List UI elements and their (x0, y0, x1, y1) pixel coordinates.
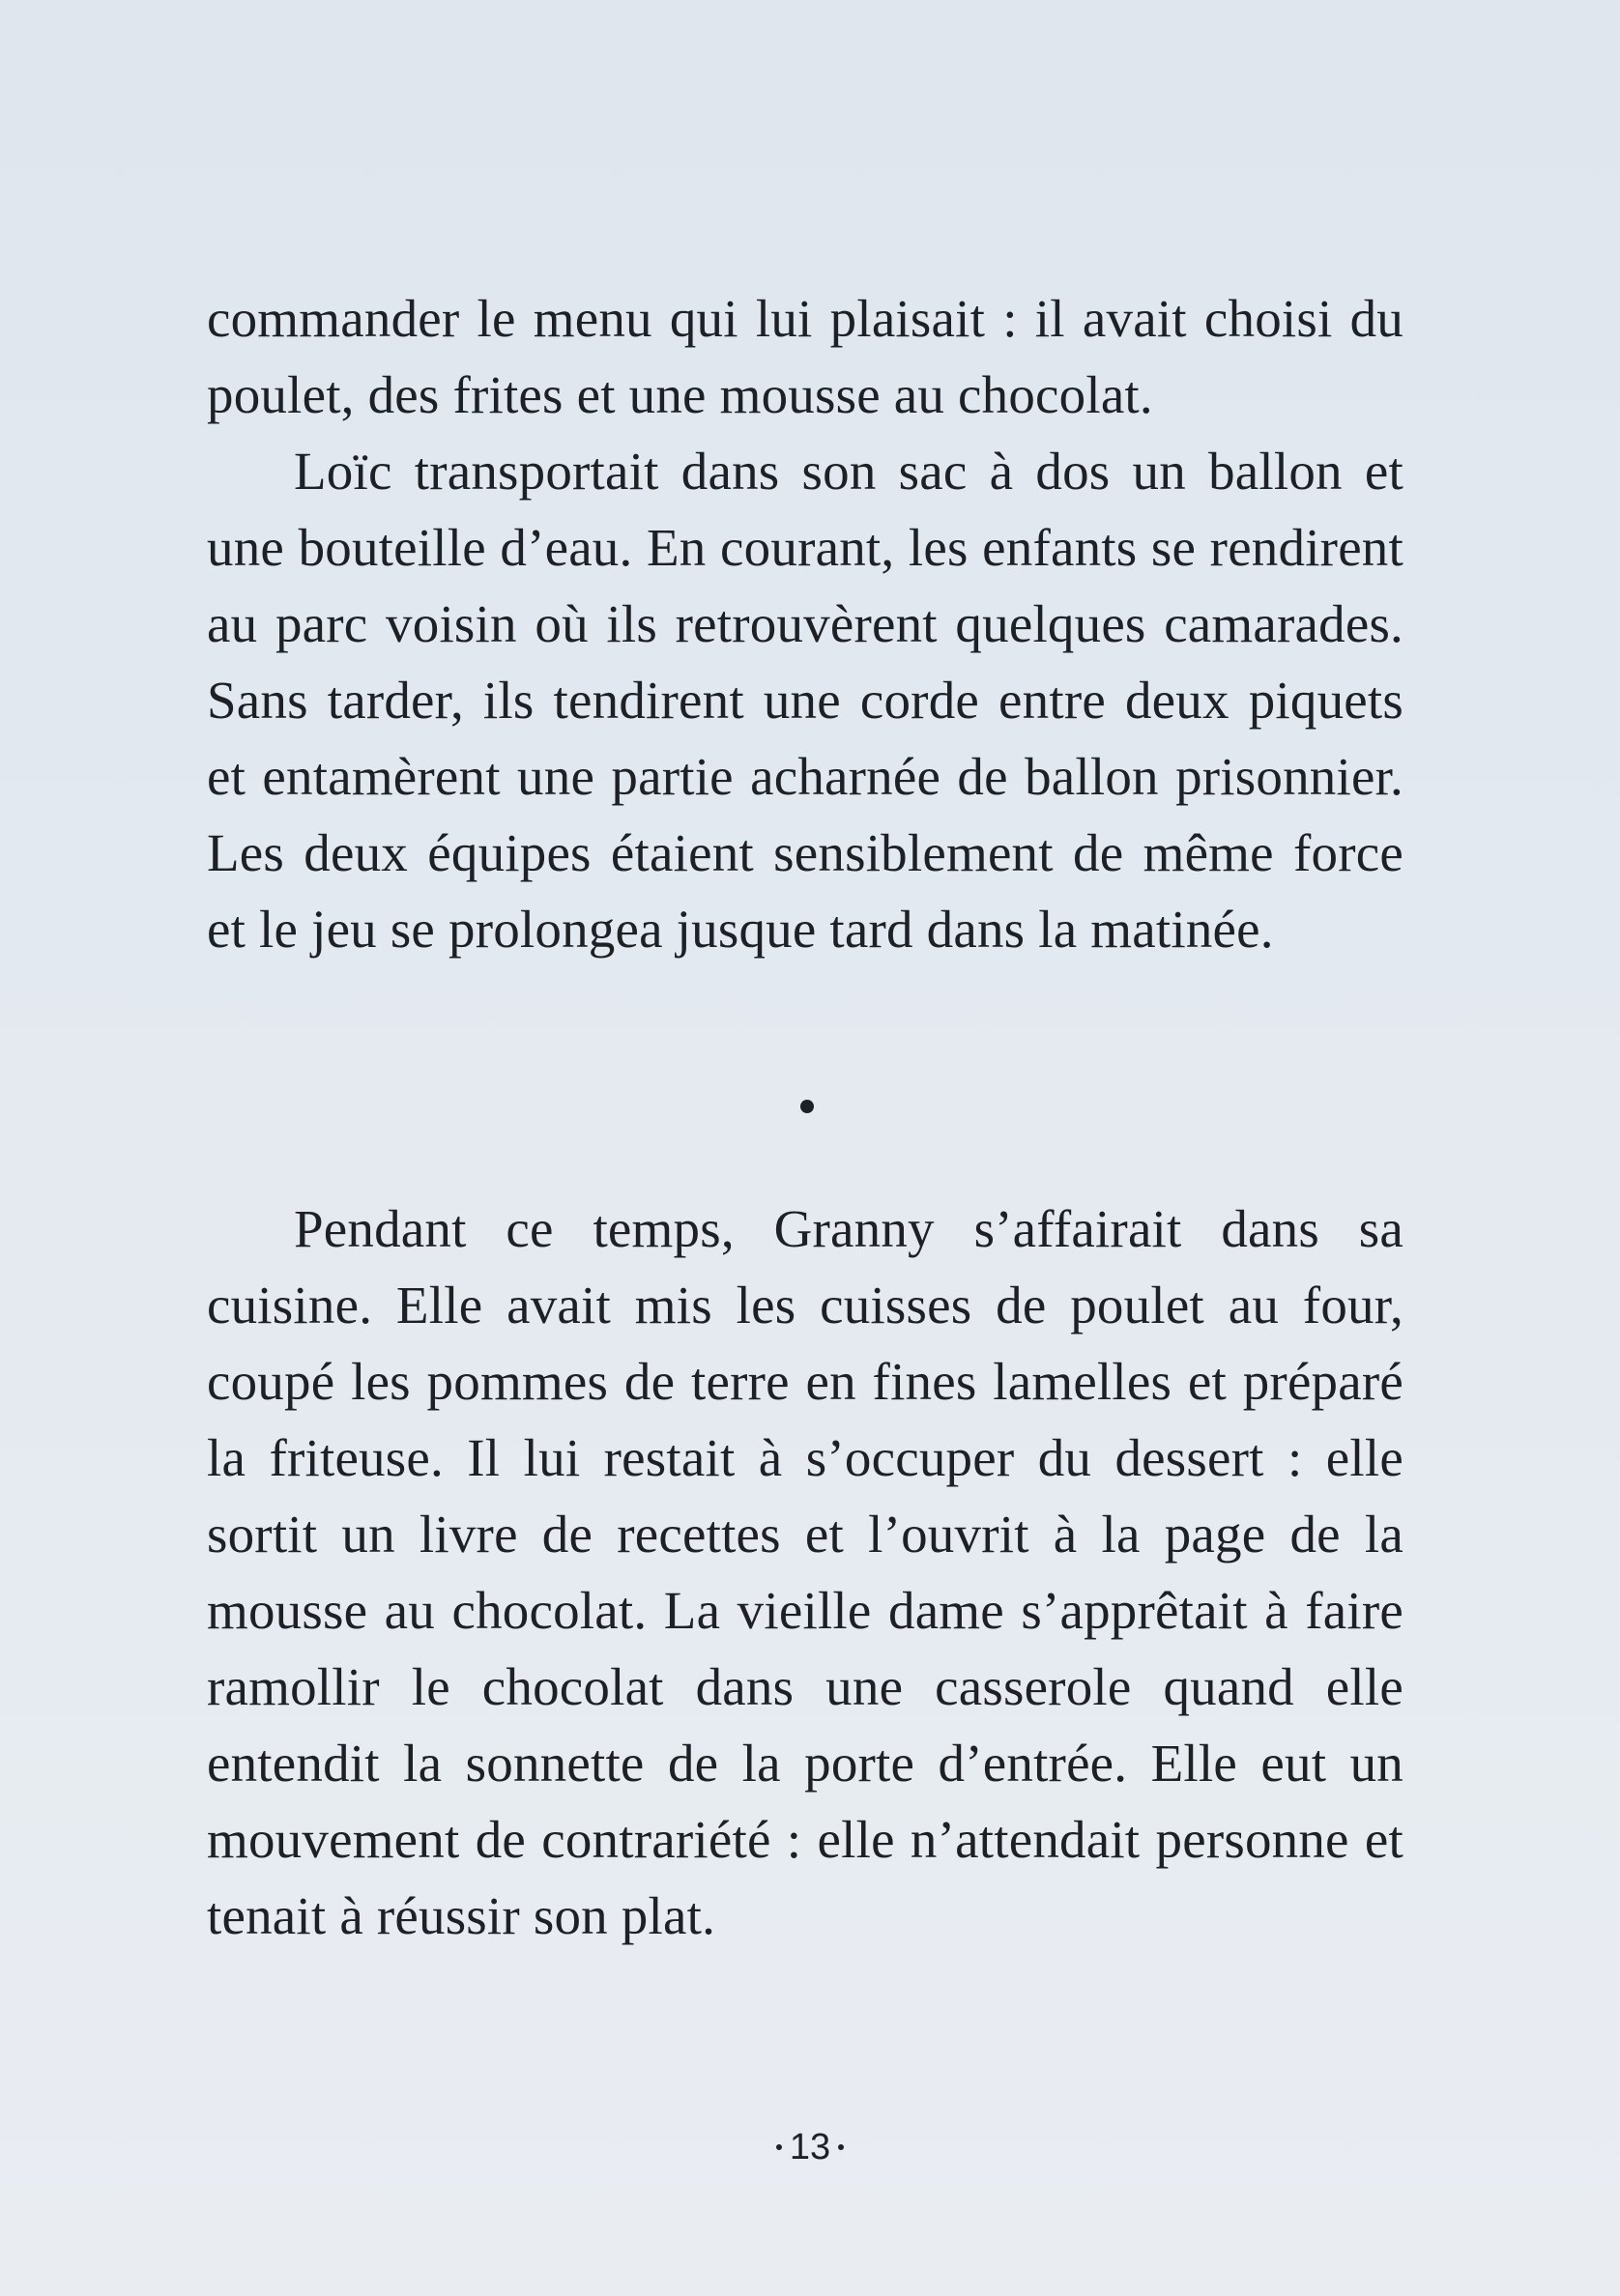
section-before-break (207, 280, 1403, 967)
section-after-break (207, 1191, 1403, 1954)
page-number-footer (0, 2124, 1620, 2170)
page-number: 13 (789, 2127, 831, 2167)
page-number-left-dot (776, 2144, 782, 2150)
section-break-dot (800, 1100, 814, 1113)
paragraph-loic: Loïc transportait dans son sac à dos un ballon et une bouteille d’eau. En courant, les enfants se rendirent au parc voisin où ils retrouvèrent quelques camarades. Sans tarder, ils tendirent une corde entre deux piquets et entamèrent une partie acharnée de ballon prisonnier. Les deux équipes étaient sensiblement de même force et le jeu se prolongea jusque tard dans la matinée. (207, 442, 1403, 959)
paragraph-continuation: commander le menu qui lui plaisait : il avait choisi du poulet, des frites et une mousse au chocolat. (207, 289, 1403, 424)
page-number-right-dot (838, 2144, 844, 2150)
paragraph-granny: Pendant ce temps, Granny s’affairait dans sa cuisine. Elle avait mis les cuisses de poulet au four, coupé les pommes de terre en fines lamelles et préparé la friteuse. Il lui restait à s’occuper du dessert : elle sortit un livre de recettes et l’ouvrit à la page de la mousse au chocolat. La vieille dame s’apprêtait à faire ramollir le chocolat dans une casserole quand elle entendit la sonnette de la porte d’entrée. Elle eut un mouvement de contrariété : elle n’attendait personne et tenait à réussir son plat. (207, 1199, 1403, 1945)
